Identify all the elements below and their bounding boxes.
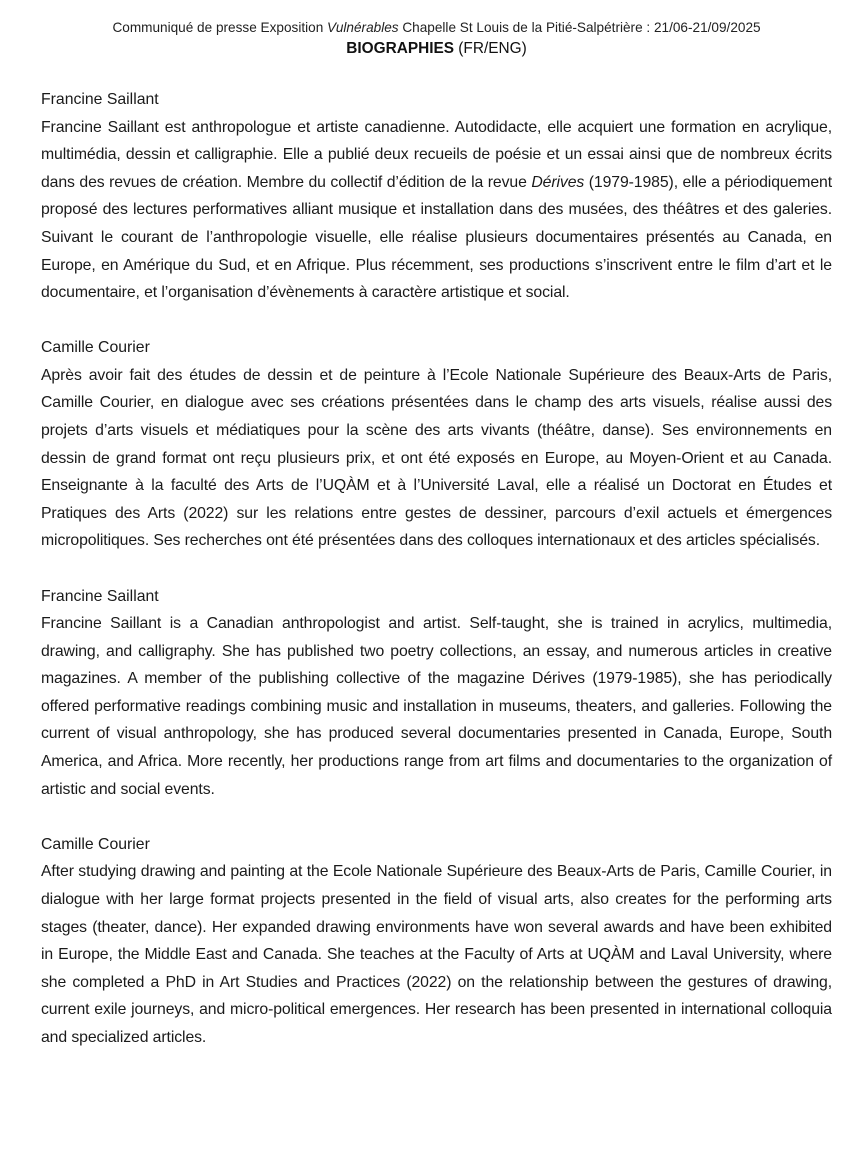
biography-text-part: Francine Saillant est anthropologue et artiste canadienne. Autodidacte, elle acquiert une formation en acrylique, multimédia, dessin et calligraphie. Elle a publié deux recueils de poésie et un essai ainsi que de nombreux écrits dans des revues de création. Membre du collectif d’édition de la revue (41, 118, 832, 191)
biography-text-part: (1979-1985), elle a périodiquement proposé des lectures performatives alliant musique et installation dans des musées, des théâtres et des galeries. Suivant le courant de l’anthropologie visuelle, elle réalise plusieurs documentaires présentés au Canada, en Europe, en Amérique du Sud, et en Afrique. Plus récemment, ses productions s’inscrivent entre le film d’art et le documentaire, et l’organisation d’évènements à caractère artistique et social. (41, 173, 832, 302)
biography-francine-saillant-en (41, 583, 832, 804)
document-header (41, 18, 832, 60)
biography-text (41, 114, 832, 307)
biography-camille-courier-fr (41, 334, 832, 555)
exhibition-title: Vulnérables (327, 20, 399, 35)
magazine-title: Dérives (531, 173, 585, 191)
press-release-prefix: Communiqué de presse Exposition (112, 20, 328, 35)
biography-text: Francine Saillant is a Canadian anthropologist and artist. Self-taught, she is trained in acrylics, multimedia, drawing, and calligraphy. She has published two poetry collections, an essay, and numerous articles in creative magazines. A member of the publishing collective of the magazine Dérives (1979-1985), she has periodically offered performative readings combining music and installation in museums, theaters, and galleries. Following the current of visual anthropology, she has produced several documentaries presented in Canada, Europe, South America, and Africa. More recently, her productions range from art films and documentaries to the organization of artistic and social events. (41, 615, 832, 798)
document-title-bold: BIOGRAPHIES (346, 40, 455, 57)
biography-name: Francine Saillant (41, 91, 159, 108)
biography-francine-saillant-fr (41, 86, 832, 307)
biography-text: After studying drawing and painting at the Ecole Nationale Supérieure des Beaux-Arts de Paris, Camille Courier, in dialogue with her large format projects presented in the field of visual arts, also creates for the performing arts stages (theater, dance). Her expanded drawing environments have won several awards and have been exhibited in Europe, the Middle East and Canada. She teaches at the Faculty of Arts at UQÀM and Laval University, where she completed a PhD in Art Studies and Practices (2022) on the relationship between the gestures of drawing, current exile journeys, and micro-political emergences. Her research has been presented in international colloquia and specialized articles. (41, 863, 832, 1046)
biography-name: Camille Courier (41, 339, 150, 357)
document-title-languages: (FR/ENG) (454, 40, 527, 57)
document-title (41, 38, 832, 60)
biography-name: Francine Saillant (41, 587, 159, 605)
biography-text: Après avoir fait des études de dessin et de peinture à l’Ecole Nationale Supérieure des Beaux-Arts de Paris, Camille Courier, en dialogue avec ses créations présentées dans le champ des arts visuels, réalise aussi des projets d’arts visuels et médiatiques pour la scène des arts vivants (théâtre, danse). Ses environnements en dessin de grand format ont reçu plusieurs prix, et ont été exposés en Europe, au Moyen-Orient et au Canada. Enseignante à la faculté des Arts de l’UQÀM et à l’Université Laval, elle a réalisé un Doctorat en Études et Pratiques des Arts (2022) sur les relations entre gestes de dessiner, parcours d’exil actuels et émergences micropolitiques. Ses recherches ont été présentées dans des colloques internationaux et des articles spécialisés. (41, 366, 832, 550)
biography-name: Camille Courier (41, 835, 150, 853)
biography-camille-courier-en (41, 831, 832, 1052)
press-release-line (41, 18, 832, 38)
press-release-suffix: Chapelle St Louis de la Pitié-Salpétrière : 21/06-21/09/2025 (398, 20, 761, 35)
